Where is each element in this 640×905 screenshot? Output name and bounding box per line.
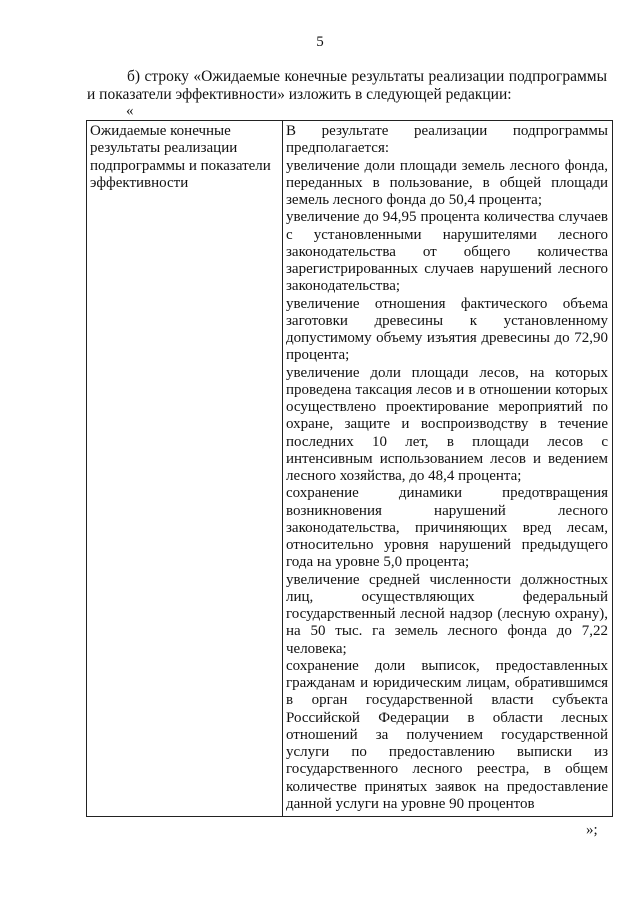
- content-paragraph: сохранение доли выписок, предоставленных гражданам и юридическим лицам, обратившимся в орган государственной власти субъекта Российской Федерации в области лесных отношений за получением государственной услуги по предоставлению выписки из государственного лесного реестра, в общем количестве принятых заявок на предоставление данной услуги на уровне 90 процентов: [286, 657, 608, 812]
- content-paragraph: сохранение динамики предотвращения возникновения нарушений лесного законодательства, причиняющих вред лесам, относительно уровня нарушений предыдущего года на уровне 5,0 процента;: [286, 485, 608, 571]
- results-table: [86, 120, 613, 817]
- opening-quote-mark: «: [126, 103, 134, 119]
- content-paragraph: увеличение средней численности должностных лиц, осуществляющих федеральный государственный лесной надзор (лесную охрану), на 50 тыс. га земель лесного фонда до 7,22 человека;: [286, 571, 608, 657]
- content-paragraph: В результате реализации подпрограммы предполагается:: [286, 123, 608, 157]
- row-content-cell: [283, 121, 613, 817]
- page-number: 5: [316, 34, 324, 50]
- row-header-text: Ожидаемые конечные результаты реализации подпрограммы и показатели эффективности: [90, 123, 271, 191]
- content-paragraph: увеличение до 94,95 процента количества случаев с установленными нарушителями лесного законодательства от общего количества зарегистрированных случаев нарушений лесного законодательства;: [286, 209, 608, 295]
- row-header-cell: [87, 121, 283, 817]
- closing-quote-mark: »;: [586, 822, 598, 838]
- intro-paragraph: б) строку «Ожидаемые конечные результаты реализации подпрограммы и показатели эффективности» изложить в следующей редакции:: [87, 68, 607, 103]
- content-paragraph: увеличение доли площади лесов, на которых проведена таксация лесов и в отношении которых осуществлено проектирование мероприятий по охране, защите и воспроизводству в течение последних 10 лет, в площади лесов с интенсивным использованием лесов и ведением лесного хозяйства, до 48,4 процента;: [286, 364, 608, 484]
- table-row: [87, 121, 613, 817]
- content-paragraph: увеличение доли площади земель лесного фонда, переданных в пользование, в общей площади земель лесного фонда до 50,4 процента;: [286, 157, 608, 208]
- content-paragraph: увеличение отношения фактического объема заготовки древесины к установленному допустимому объему изъятия древесины до 72,90 процента;: [286, 295, 608, 364]
